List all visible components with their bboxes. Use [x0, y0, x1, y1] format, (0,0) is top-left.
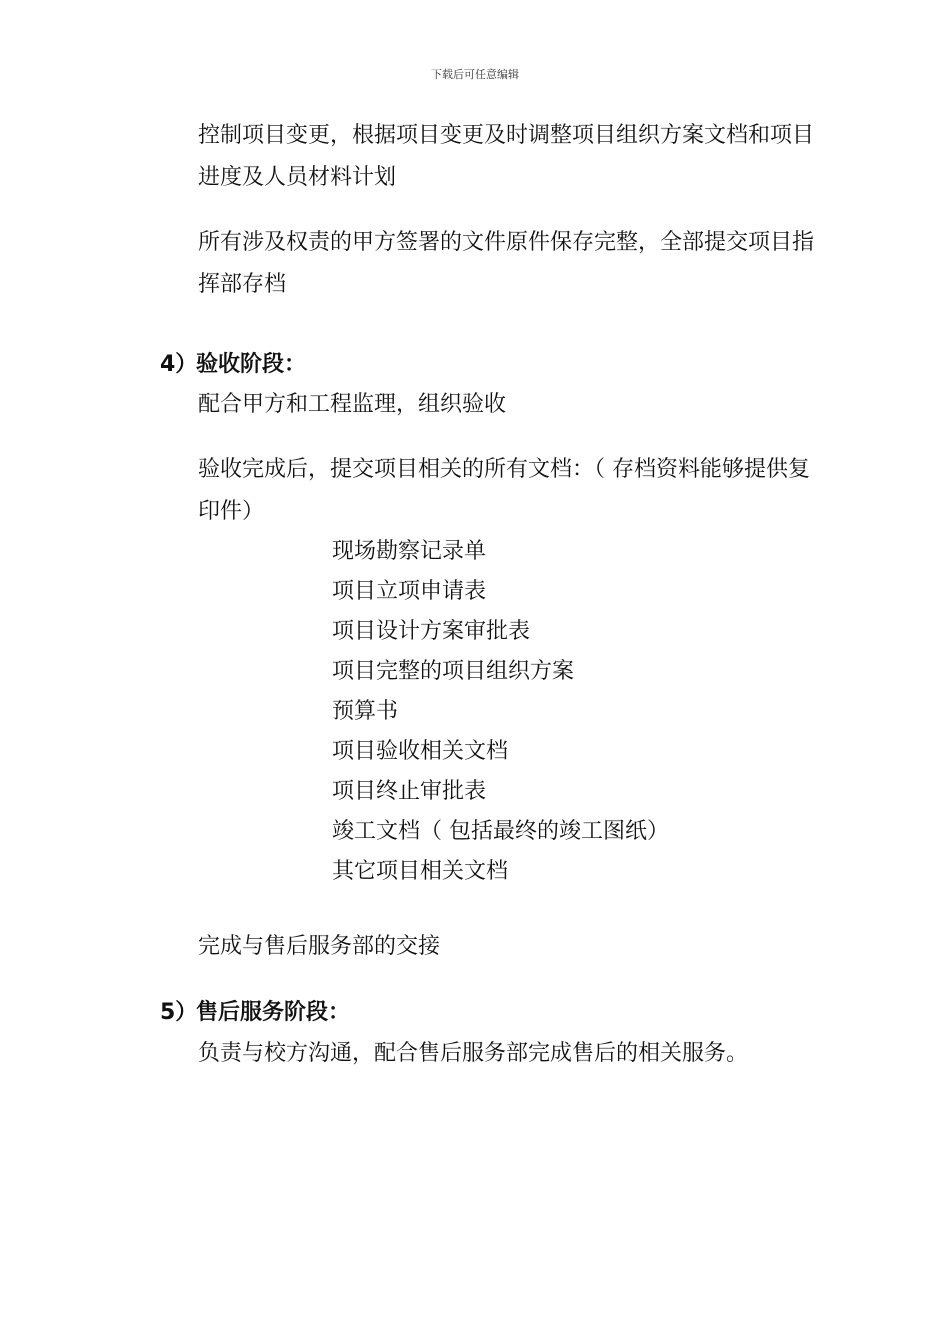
- list-item: 项目设计方案审批表: [332, 619, 531, 644]
- list-item: 项目终止审批表: [332, 779, 487, 804]
- documents-intro-paragraph: 验收完成后，提交项目相关的所有文档：（ 存档资料能够提供复印件）: [198, 457, 810, 524]
- list-item: 现场勘察记录单: [332, 539, 487, 564]
- list-item: 项目完整的项目组织方案: [332, 659, 575, 684]
- after-sales-paragraph: 负责与校方沟通，配合售后服务部完成售后的相关服务。: [198, 1041, 749, 1066]
- section-5-heading: [160, 998, 350, 1028]
- section-5-number: 5）: [160, 1000, 198, 1025]
- list-item: 预算书: [332, 699, 399, 724]
- page-header: 下载后可任意编辑: [431, 68, 519, 81]
- acceptance-paragraph: 配合甲方和工程监理，组织验收: [198, 392, 507, 417]
- list-item: 竣工文档（ 包括最终的竣工图纸）: [332, 819, 669, 844]
- handover-paragraph: 完成与售后服务部的交接: [198, 934, 441, 959]
- section-4-title: 验收阶段：: [196, 352, 307, 377]
- section-4-number: 4）: [160, 352, 198, 377]
- section-4-heading: [160, 350, 306, 380]
- list-item: 项目验收相关文档: [332, 739, 509, 764]
- archive-paragraph: 所有涉及权责的甲方签署的文件原件保存完整，全部提交项目指挥部存档: [198, 230, 815, 297]
- section-5-title: 售后服务阶段：: [196, 1000, 351, 1025]
- document-list: [332, 532, 669, 892]
- list-item: 项目立项申请表: [332, 579, 487, 604]
- change-control-paragraph: 控制项目变更，根据项目变更及时调整项目组织方案文档和项目进度及人员材料计划: [198, 123, 815, 190]
- list-item: 其它项目相关文档: [332, 859, 509, 884]
